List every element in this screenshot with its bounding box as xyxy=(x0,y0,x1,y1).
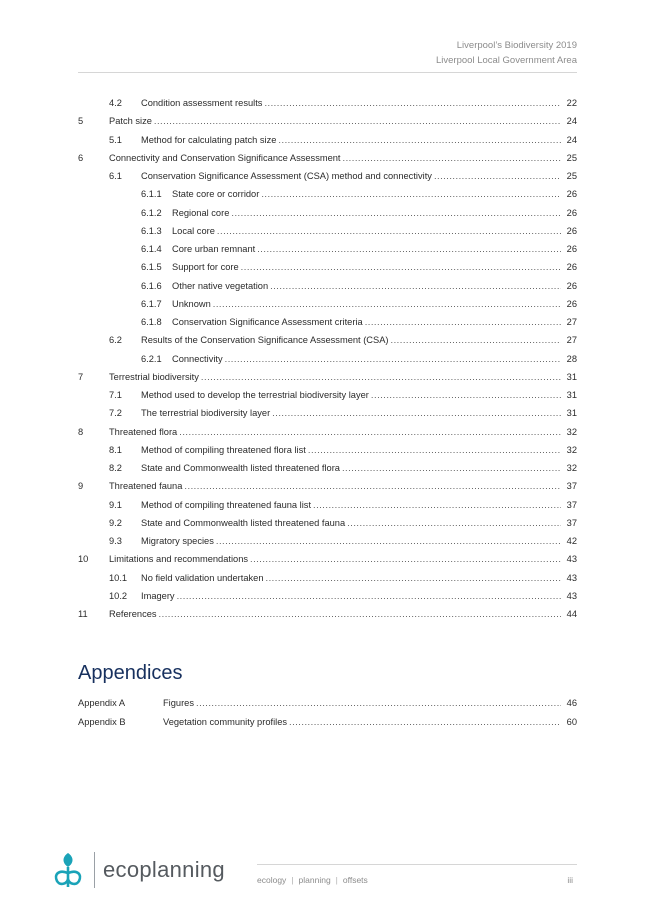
header-report-title: Liverpool’s Biodiversity 2019 xyxy=(456,40,577,51)
toc-entry-title: Method of compiling threatened fauna list xyxy=(141,499,312,510)
toc-entry[interactable] xyxy=(78,408,577,426)
toc-entry-page: 27 xyxy=(566,335,577,346)
toc-leader-dots xyxy=(241,262,561,272)
toc-entry-title: Unknown xyxy=(172,298,211,309)
toc-entry-page: 31 xyxy=(566,408,577,419)
toc-entry[interactable] xyxy=(78,98,577,116)
tagline-offsets: offsets xyxy=(342,875,368,885)
toc-entry-page: 25 xyxy=(566,152,577,163)
toc-entry-page: 26 xyxy=(566,280,577,291)
appendix-page: 60 xyxy=(566,717,577,727)
toc-entry-number: 10.1 xyxy=(109,572,128,583)
toc-entry[interactable] xyxy=(78,244,577,262)
toc-leader-dots xyxy=(264,98,561,108)
toc-entry-title: Condition assessment results xyxy=(141,98,263,108)
toc-entry-title: Other native vegetation xyxy=(172,280,269,291)
toc-leader-dots xyxy=(250,554,561,564)
appendix-page: 46 xyxy=(566,698,577,708)
toc-entry-number: 6.1.4 xyxy=(141,244,162,254)
appendix-entry[interactable] xyxy=(78,698,577,717)
toc-leader-dots xyxy=(270,281,561,291)
toc-entry-number: 10.2 xyxy=(109,590,128,601)
toc-entry-title: Conservation Significance Assessment criteria xyxy=(172,317,363,327)
toc-entry-title: Method used to develop the terrestrial biodiversity layer xyxy=(141,390,369,400)
toc-entry-title: Connectivity xyxy=(172,353,223,364)
toc-entry[interactable] xyxy=(78,281,577,299)
toc-leader-dots xyxy=(184,481,561,491)
toc-leader-dots xyxy=(365,317,561,327)
toc-leader-dots xyxy=(217,226,561,236)
toc-entry-number: 10 xyxy=(78,554,89,565)
toc-entry-number: 9.3 xyxy=(109,536,122,546)
toc-entry-title: State and Commonwealth listed threatened fauna xyxy=(141,517,346,528)
toc-entry-title: Imagery xyxy=(141,590,175,601)
toc-entry[interactable] xyxy=(78,500,577,518)
toc-entry-page: 42 xyxy=(566,536,577,546)
toc-entry-page: 44 xyxy=(566,609,577,619)
toc-entry-number: 7.1 xyxy=(109,390,122,400)
toc-leader-dots xyxy=(308,445,561,455)
toc-entry-page: 37 xyxy=(566,481,577,492)
page-number: iii xyxy=(567,875,573,885)
toc-entry-title: Patch size xyxy=(109,116,152,127)
appendix-label: Appendix B xyxy=(78,717,126,727)
appendices-heading: Appendices xyxy=(78,662,183,684)
toc-entry-number: 7 xyxy=(78,371,84,382)
toc-entry-number: 6.1.6 xyxy=(141,280,162,291)
toc-entry-title: Regional core xyxy=(172,207,230,218)
toc-entry-page: 43 xyxy=(566,590,577,601)
toc-leader-dots xyxy=(201,372,561,382)
toc-entry-page: 26 xyxy=(566,189,577,200)
toc-entry[interactable] xyxy=(78,463,577,481)
tagline-planning: planning xyxy=(298,875,331,885)
toc-entry-number: 6.2.1 xyxy=(141,353,162,364)
toc-entry-page: 37 xyxy=(566,517,577,528)
toc-entry[interactable] xyxy=(78,481,577,499)
toc-entry-number: 9 xyxy=(78,481,84,492)
toc-entry[interactable] xyxy=(78,372,577,390)
toc-leader-dots xyxy=(347,518,561,528)
toc-leader-dots xyxy=(343,153,561,163)
toc-entry[interactable] xyxy=(78,554,577,572)
toc-entry-title: Threatened flora xyxy=(109,426,178,437)
toc-entry[interactable] xyxy=(78,116,577,134)
toc-entry-title: References xyxy=(109,609,157,619)
toc-leader-dots xyxy=(272,408,561,418)
toc-entry-number: 9.2 xyxy=(109,517,122,528)
toc-entry-number: 6.1.8 xyxy=(141,317,162,327)
toc-entry-number: 8.2 xyxy=(109,463,122,473)
toc-entry-title: Local core xyxy=(172,225,215,236)
toc-entry[interactable] xyxy=(78,171,577,189)
brand-name: ecoplanning xyxy=(103,857,225,882)
toc-leader-dots xyxy=(278,135,561,145)
toc-entry[interactable] xyxy=(78,390,577,408)
toc-entry-page: 32 xyxy=(566,426,577,437)
toc-entry[interactable] xyxy=(78,226,577,244)
leaf-logo-icon xyxy=(52,851,84,889)
toc-entry-number: 6.1.1 xyxy=(141,189,162,200)
appendix-entry[interactable] xyxy=(78,717,577,736)
toc-leader-dots xyxy=(231,208,561,218)
toc-entry[interactable] xyxy=(78,153,577,171)
toc-entry[interactable] xyxy=(78,189,577,207)
toc-entry-number: 11 xyxy=(78,609,88,619)
toc-entry-page: 43 xyxy=(566,554,577,565)
toc-leader-dots xyxy=(154,116,561,126)
toc-entry[interactable] xyxy=(78,591,577,609)
toc-entry[interactable] xyxy=(78,427,577,445)
toc-entry-page: 24 xyxy=(566,116,577,127)
toc-entry-number: 6.1.2 xyxy=(141,207,162,218)
toc-entry-page: 27 xyxy=(566,317,577,327)
toc-leader-dots xyxy=(159,609,561,619)
toc-leader-dots xyxy=(177,591,561,601)
toc-entry-number: 5 xyxy=(78,116,84,127)
toc-entry-page: 25 xyxy=(566,171,577,181)
toc-entry[interactable] xyxy=(78,262,577,280)
toc-leader-dots xyxy=(391,335,561,345)
toc-leader-dots xyxy=(179,427,561,437)
toc-entry-number: 6 xyxy=(78,152,84,163)
toc-entry-title: Migratory species xyxy=(141,536,214,546)
toc-entry-title: Core urban remnant xyxy=(172,244,256,254)
toc-entry-title: The terrestrial biodiversity layer xyxy=(141,408,271,419)
toc-leader-dots xyxy=(225,354,561,364)
toc-entry-number: 8.1 xyxy=(109,444,122,455)
toc-entry-page: 32 xyxy=(566,444,577,455)
toc-entry[interactable] xyxy=(78,299,577,317)
toc-entry-title: Method for calculating patch size xyxy=(141,134,277,145)
footer-divider xyxy=(257,864,577,865)
toc-entry-page: 26 xyxy=(566,298,577,309)
footer-tagline: ecology | planning | offsets xyxy=(257,875,368,885)
table-of-contents xyxy=(78,98,577,627)
toc-entry-title: Terrestrial biodiversity xyxy=(109,371,199,382)
toc-entry-title: State and Commonwealth listed threatened flora xyxy=(141,463,340,473)
toc-entry-number: 9.1 xyxy=(109,499,122,510)
toc-entry-title: No field validation undertaken xyxy=(141,572,264,583)
toc-entry-page: 24 xyxy=(566,134,577,145)
toc-entry-number: 7.2 xyxy=(109,408,122,419)
toc-entry[interactable] xyxy=(78,573,577,591)
toc-entry-page: 26 xyxy=(566,244,577,254)
toc-entry-title: Threatened fauna xyxy=(109,481,183,492)
toc-entry-title: Limitations and recommendations xyxy=(109,554,249,565)
toc-entry[interactable] xyxy=(78,335,577,353)
running-header xyxy=(436,38,577,68)
header-divider xyxy=(78,72,577,73)
ecoplanning-logo xyxy=(52,851,225,889)
toc-entry[interactable] xyxy=(78,609,577,627)
toc-entry-number: 6.1.5 xyxy=(141,262,162,273)
toc-entry-page: 37 xyxy=(566,499,577,510)
toc-entry-page: 31 xyxy=(566,390,577,400)
toc-entry-page: 26 xyxy=(566,207,577,218)
toc-entry-page: 32 xyxy=(566,463,577,473)
toc-entry-number: 6.1.7 xyxy=(141,298,162,309)
toc-leader-dots xyxy=(257,244,561,254)
toc-entry-number: 6.2 xyxy=(109,335,122,346)
toc-entry[interactable] xyxy=(78,518,577,536)
toc-leader-dots xyxy=(434,171,561,181)
toc-entry-title: Results of the Conservation Significance Assessment (CSA) xyxy=(141,335,389,346)
toc-entry-number: 6.1 xyxy=(109,171,122,181)
toc-entry[interactable] xyxy=(78,135,577,153)
toc-entry-page: 43 xyxy=(566,572,577,583)
appendix-title: Vegetation community profiles xyxy=(163,717,288,727)
appendix-label: Appendix A xyxy=(78,698,126,708)
appendices-list xyxy=(78,698,577,736)
toc-entry-number: 5.1 xyxy=(109,134,122,145)
toc-entry[interactable] xyxy=(78,354,577,372)
toc-leader-dots xyxy=(213,299,561,309)
toc-entry-page: 26 xyxy=(566,225,577,236)
toc-leader-dots xyxy=(216,536,561,546)
toc-entry[interactable] xyxy=(78,208,577,226)
toc-leader-dots xyxy=(342,463,561,473)
toc-entry-page: 31 xyxy=(566,371,577,382)
toc-entry[interactable] xyxy=(78,536,577,554)
toc-entry-title: State core or corridor xyxy=(172,189,260,200)
toc-entry-number: 8 xyxy=(78,426,84,437)
toc-entry-title: Support for core xyxy=(172,262,239,273)
toc-entry-page: 26 xyxy=(566,262,577,273)
toc-entry-number: 6.1.3 xyxy=(141,225,162,236)
toc-leader-dots xyxy=(266,573,562,583)
toc-entry-number: 4.2 xyxy=(109,98,122,108)
logo-divider xyxy=(94,852,95,888)
toc-entry-title: Connectivity and Conservation Significance Assessment xyxy=(109,152,341,163)
toc-entry[interactable] xyxy=(78,445,577,463)
toc-entry-page: 28 xyxy=(566,353,577,364)
toc-leader-dots xyxy=(313,500,561,510)
toc-entry-title: Conservation Significance Assessment (CSA) method and connectivity xyxy=(141,171,432,181)
header-area: Liverpool Local Government Area xyxy=(436,55,577,66)
toc-entry-title: Method of compiling threatened flora list xyxy=(141,444,306,455)
appendix-leader-dots xyxy=(196,698,561,708)
toc-entry-page: 22 xyxy=(566,98,577,108)
tagline-ecology: ecology xyxy=(257,875,287,885)
toc-leader-dots xyxy=(261,189,561,199)
appendix-title: Figures xyxy=(163,698,195,708)
appendix-leader-dots xyxy=(289,717,561,727)
toc-leader-dots xyxy=(371,390,561,400)
toc-entry[interactable] xyxy=(78,317,577,335)
